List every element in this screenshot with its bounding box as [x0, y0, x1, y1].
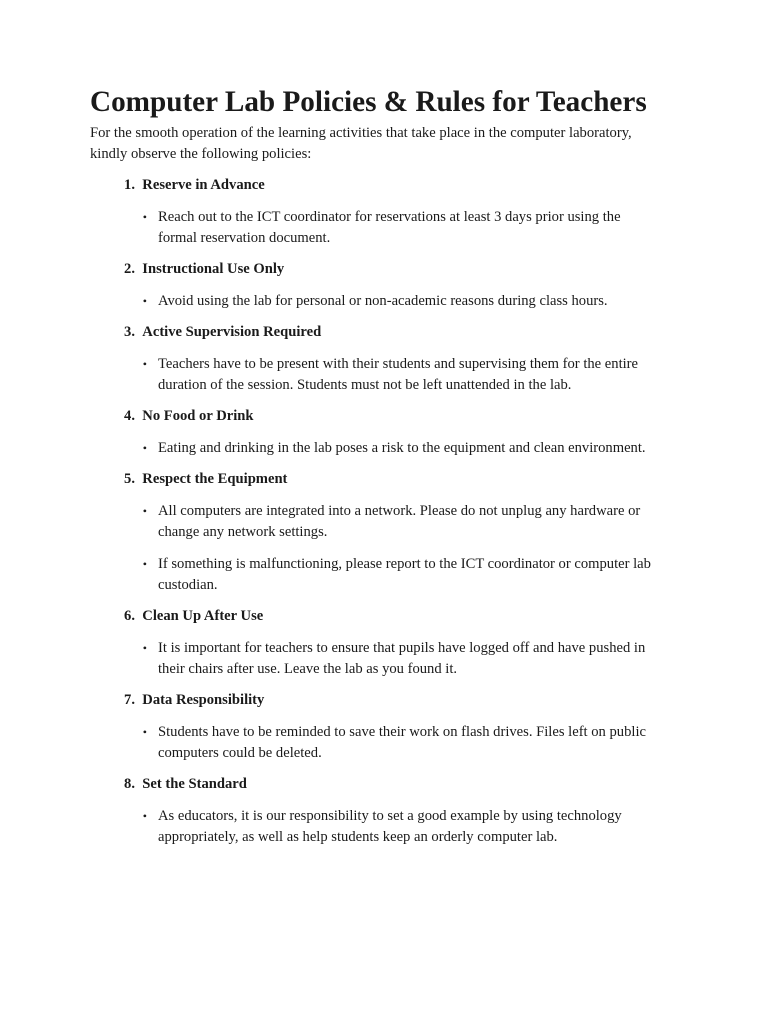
policy-number: 3. — [124, 324, 135, 340]
policy-item — [90, 322, 690, 396]
policy-bullets — [90, 207, 690, 249]
policy-item — [90, 259, 690, 312]
policy-heading — [90, 469, 690, 490]
policy-bullets — [90, 638, 690, 680]
bullet-item — [90, 722, 690, 764]
policy-bullets — [90, 438, 690, 459]
bullet-item — [90, 554, 690, 596]
policy-number: 5. — [124, 471, 135, 487]
bullet-text: If something is malfunctioning, please report to the ICT coordinator or computer lab custodian. — [158, 556, 651, 593]
policy-title: Reserve in Advance — [135, 177, 265, 193]
bullet-text: Teachers have to be present with their students and supervising them for the entire duration of the session. Students must not be left unattended in the lab. — [158, 356, 639, 393]
policy-title: Data Responsibility — [135, 692, 265, 708]
policy-bullets — [90, 501, 690, 596]
bullet-text: Eating and drinking in the lab poses a risk to the equipment and clean environment. — [158, 440, 646, 456]
policy-heading — [90, 259, 690, 280]
document-title: Computer Lab Policies & Rules for Teachers — [90, 86, 647, 118]
policy-item — [90, 690, 690, 764]
policy-title: Clean Up After Use — [135, 608, 264, 624]
intro-paragraph: For the smooth operation of the learning activities that take place in the computer laboratory, kindly observe the following policies: — [90, 125, 632, 162]
policy-item — [90, 406, 690, 459]
policy-item — [90, 175, 690, 249]
policy-item — [90, 469, 690, 596]
policy-heading — [90, 175, 690, 196]
bullet-item — [90, 438, 690, 459]
policy-heading — [90, 406, 690, 427]
bullet-icon: • — [142, 504, 147, 518]
policy-number: 4. — [124, 408, 135, 424]
bullet-text: Students have to be reminded to save their work on flash drives. Files left on public computers could be deleted. — [158, 724, 646, 761]
policy-list — [90, 175, 690, 848]
bullet-text: It is important for teachers to ensure that pupils have logged off and have pushed in their chairs after use. Leave the lab as you found it. — [158, 640, 646, 677]
bullet-icon: • — [142, 641, 147, 655]
policy-title: Respect the Equipment — [135, 471, 288, 487]
bullet-item — [90, 354, 690, 396]
policy-item — [90, 606, 690, 680]
bullet-item — [90, 638, 690, 680]
bullet-text: Avoid using the lab for personal or non-academic reasons during class hours. — [158, 293, 608, 309]
policy-heading — [90, 774, 690, 795]
policy-heading — [90, 606, 690, 627]
bullet-icon: • — [142, 441, 147, 455]
policy-title: No Food or Drink — [135, 408, 254, 424]
bullet-item — [90, 207, 690, 249]
bullet-text: As educators, it is our responsibility to set a good example by using technology appropriately, as well as help students keep an orderly computer lab. — [158, 808, 622, 845]
bullet-text: Reach out to the ICT coordinator for reservations at least 3 days prior using the formal reservation document. — [158, 209, 621, 246]
policy-bullets — [90, 806, 690, 848]
policy-number: 2. — [124, 261, 135, 277]
bullet-item — [90, 291, 690, 312]
policy-number: 1. — [124, 177, 135, 193]
policy-number: 7. — [124, 692, 135, 708]
policy-number: 6. — [124, 608, 135, 624]
bullet-icon: • — [142, 357, 147, 371]
policy-title: Set the Standard — [135, 776, 247, 792]
document-page — [90, 86, 690, 858]
bullet-icon: • — [142, 557, 147, 571]
bullet-icon: • — [142, 725, 147, 739]
bullet-item — [90, 501, 690, 543]
bullet-icon: • — [142, 294, 147, 308]
policy-item — [90, 774, 690, 848]
policy-bullets — [90, 291, 690, 312]
policy-heading — [90, 690, 690, 711]
bullet-icon: • — [142, 809, 147, 823]
policy-bullets — [90, 354, 690, 396]
bullet-text: All computers are integrated into a network. Please do not unplug any hardware or change any network settings. — [158, 503, 641, 540]
policy-number: 8. — [124, 776, 135, 792]
policy-title: Instructional Use Only — [135, 261, 285, 277]
policy-title: Active Supervision Required — [135, 324, 322, 340]
bullet-item — [90, 806, 690, 848]
policy-heading — [90, 322, 690, 343]
policy-bullets — [90, 722, 690, 764]
bullet-icon: • — [142, 210, 147, 224]
